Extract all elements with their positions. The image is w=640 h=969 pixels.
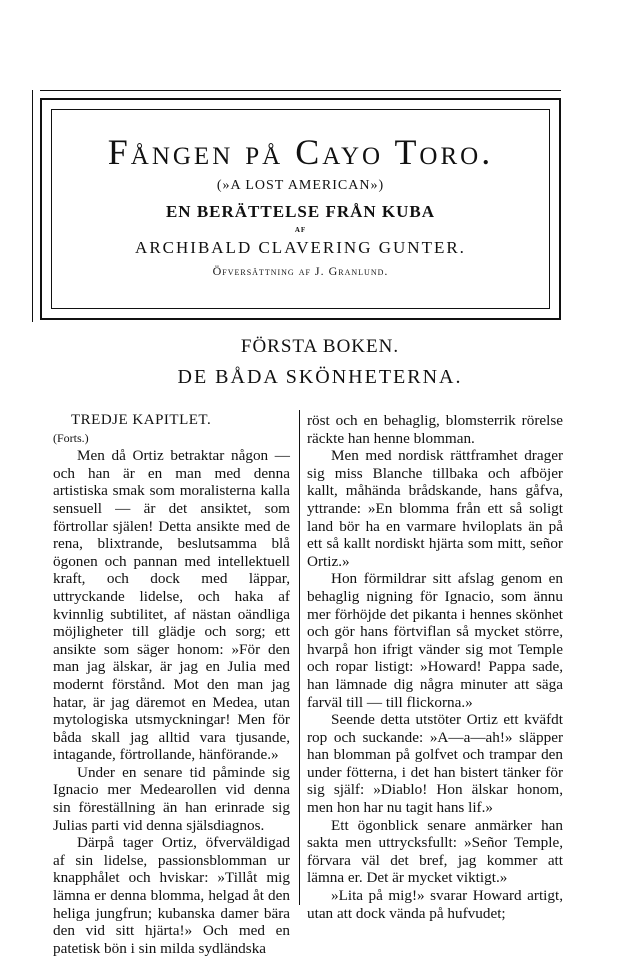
right-column (307, 412, 563, 922)
subtitle-english: (»A LOST AMERICAN») (216, 178, 385, 193)
left-column (53, 412, 290, 957)
subtitle-swedish: EN BERÄTTELSE FRÅN KUBA (165, 202, 436, 221)
byline-af: AF (294, 226, 307, 234)
paragraph: Men då Ortiz betraktar någon — och han är en man med denna artistiska smak som moralisterna kalla sensuell — är det ansiktet, som förtrollar själen! Detta ansikte med de rena, blixtrande, beslutsamma blå ögonen och pannan med intellektuell kraft, och dock med läppar, uttryckande lidelse, och haka af kvinnlig subtilitet, af nästan oändliga möjligheter till glädje och sorg; ett ansikte som säger honom: »För den man jag älskar, är jag en Julia med modernt förstånd. Mot den man jag hatar, är jag däremot en Medea, utan mytologiska utsmyckningar! Men för båda skall jag alltid vara tjusande, intagande, förtrollande, hänförande.» (53, 447, 290, 764)
paragraph: röst och en behaglig, blomsterrik rörelse räckte han henne blomman. (307, 412, 563, 447)
book-heading: FÖRSTA BOKEN. (240, 336, 400, 357)
book-subheading: DE BÅDA SKÖNHETERNA. (177, 366, 463, 388)
continued-note: (Forts.) (53, 430, 89, 445)
chapter-title: TREDJE KAPITLET. (71, 412, 212, 428)
paragraph: Ett ögonblick senare anmärker han sakta men uttrycksfullt: »Señor Temple, förvara väl det bref, jag kommer att lämna er. Det är mycket viktigt.» (307, 816, 563, 887)
paragraph: Men med nordisk rättframhet drager sig miss Blanche tillbaka och afböjer kallt, måhända brådskande, hans gåfva, yttrande: »En blomma från ett så soligt land bör ha en varmare hviloplats än på ett så kallt nordiskt hjärta som mitt, señor Ortiz.» (307, 447, 563, 570)
frame-left-rule (32, 90, 33, 322)
column-divider (299, 410, 300, 905)
paragraph: Därpå tager Ortiz, öfverväldigad af sin lidelse, passionsblomman ur knapphålet och hviskar: »Tillåt mig lämna er denna blomma, helgad åt den heliga jungfrun; kubanska damer bära den vid sitt hjärta!» Och med en patetisk bön i sin milda sydländska (53, 834, 290, 957)
paragraph: »Lita på mig!» svarar Howard artigt, utan att dock vända på hufvudet; (307, 887, 563, 922)
paragraph: Seende detta utstöter Ortiz ett kväfdt rop och suckande: »A—a—ah!» släpper han blomman på golfvet och trampar den under fötterna, i det han bistert tänker för sig själf: »Diablo! Hon älskar honom, men hon har nu tagit hans lif.» (307, 711, 563, 817)
frame-top-rule (40, 90, 561, 91)
paragraph: Hon förmildrar sitt afslag genom en behaglig nigning för Ignacio, som ännu mer förhöjde det pikanta i hennes skönhet och gör hans förtviflan så mycket större, hvarpå hon ifrigt vänder sig mot Temple och ropar listigt: »Howard! Pappa sade, han lämnade dig några minuter att säga farväl till — till flickorna.» (307, 570, 563, 711)
main-title: Fången på Cayo Toro. (107, 132, 494, 172)
author-name: ARCHIBALD CLAVERING GUNTER. (135, 238, 466, 257)
paragraph: Under en senare tid påminde sig Ignacio mer Medearollen vid denna sin föreställning än han erinrade sig Julias parti vid denna själsdiagnos. (53, 763, 290, 834)
translator-credit: Öfversättning af J. Granlund. (212, 264, 389, 278)
title-frame (51, 109, 550, 309)
